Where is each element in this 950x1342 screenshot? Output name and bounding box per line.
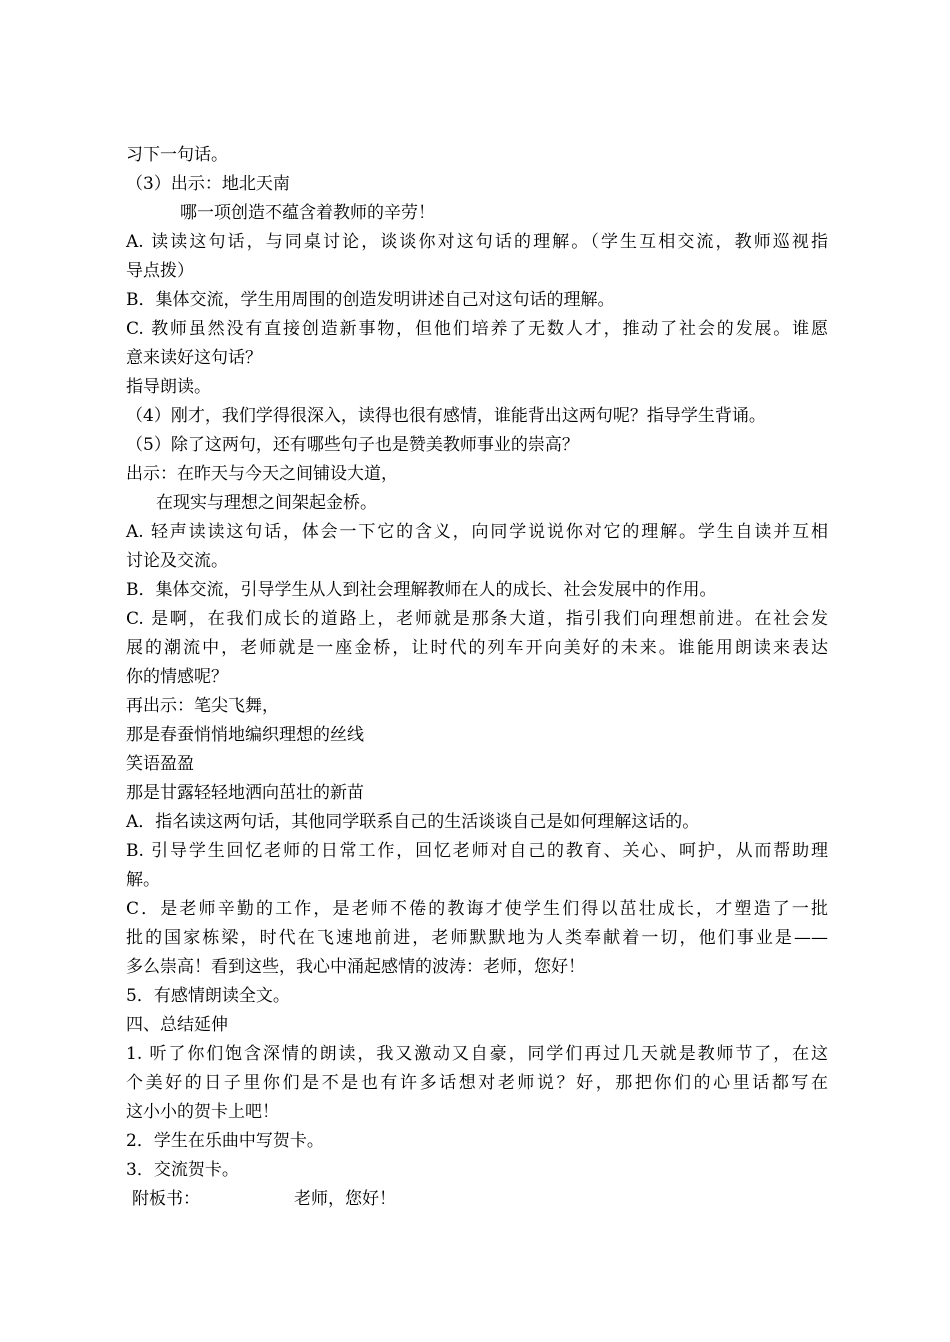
text-line: 解。 xyxy=(126,870,160,890)
text-line: B．集体交流，引导学生从人到社会理解教师在人的成长、社会发展中的作用。 xyxy=(126,580,717,600)
text-line: 那是甘露轻轻地洒向茁壮的新苗 xyxy=(126,783,364,803)
board-notes xyxy=(126,1185,828,1214)
text-line: 5．有感情朗读全文。 xyxy=(126,986,290,1006)
text-line: C. 是啊，在我们成长的道路上，老师就是那条大道，指引我们向理想前进。在社会发 xyxy=(126,609,828,629)
text-line: 你的情感呢？ xyxy=(126,667,228,687)
text-line: 这小小的贺卡上吧！ xyxy=(126,1102,279,1122)
text-line: （3）出示：地北天南 xyxy=(126,174,290,194)
text-line: 个美好的日子里你们是不是也有许多话想对老师说？好，那把你们的心里话都写在 xyxy=(126,1073,828,1093)
text-line: 展的潮流中，老师就是一座金桥，让时代的列车开向美好的未来。谁能用朗读来表达 xyxy=(126,638,828,658)
text-line: 指导朗读。 xyxy=(126,377,211,397)
text-line: 出示：在昨天与今天之间铺设大道， xyxy=(126,464,398,484)
board-label: 附板书： xyxy=(132,1189,200,1209)
text-line: 那是春蚕悄悄地编织理想的丝线 xyxy=(126,725,364,745)
text-line: 批的国家栋梁，时代在飞速地前进，老师默默地为人类奉献着一切，他们事业是—— xyxy=(126,928,828,948)
text-line: 意来读好这句话？ xyxy=(126,348,262,368)
text-line: （5）除了这两句，还有哪些句子也是赞美教师事业的崇高？ xyxy=(126,435,579,455)
text-line: 再出示：笔尖飞舞， xyxy=(126,696,279,716)
document-page xyxy=(126,141,828,1214)
text-line: 多么崇高！看到这些，我心中涌起感情的波涛：老师，您好！ xyxy=(126,957,585,977)
text-line: A. 轻声读读这句话，体会一下它的含义，向同学说说你对它的理解。学生自读并互相 xyxy=(126,522,828,542)
text-line: 讨论及交流。 xyxy=(126,551,228,571)
text-line: 1. 听了你们饱含深情的朗读，我又激动又自豪，同学们再过几天就是教师节了，在这 xyxy=(126,1044,828,1064)
board-content: 老师，您好！ xyxy=(294,1189,396,1209)
text-line: B．集体交流，学生用周围的创造发明讲述自己对这句话的理解。 xyxy=(126,290,615,310)
text-line: 笑语盈盈 xyxy=(126,754,194,774)
section-heading: 四、总结延伸 xyxy=(126,1015,228,1035)
text-line: C．是老师辛勤的工作，是老师不倦的教诲才使学生们得以茁壮成长，才塑造了一批 xyxy=(126,899,828,919)
text-line: 哪一项创造不蕴含着教师的辛劳！ xyxy=(180,203,435,223)
text-line: 3．交流贺卡。 xyxy=(126,1160,239,1180)
text-line: C. 教师虽然没有直接创造新事物，但他们培养了无数人才，推动了社会的发展。谁愿 xyxy=(126,319,828,339)
text-line: A．指名读这两句话，其他同学联系自己的生活谈谈自己是如何理解这话的。 xyxy=(126,812,700,832)
text-line: 习下一句话。 xyxy=(126,145,228,165)
text-line: 在现实与理想之间架起金桥。 xyxy=(156,493,377,513)
text-line: 导点拨） xyxy=(126,261,194,281)
text-line: （4）刚才，我们学得很深入，读得也很有感情，谁能背出这两句呢？指导学生背诵。 xyxy=(126,406,766,426)
text-line: B. 引导学生回忆老师的日常工作，回忆老师对自己的教育、关心、呵护，从而帮助理 xyxy=(126,841,828,861)
text-line: A. 读读这句话，与同桌讨论，谈谈你对这句话的理解。（学生互相交流，教师巡视指 xyxy=(126,232,828,252)
text-line: 2．学生在乐曲中写贺卡。 xyxy=(126,1131,324,1151)
